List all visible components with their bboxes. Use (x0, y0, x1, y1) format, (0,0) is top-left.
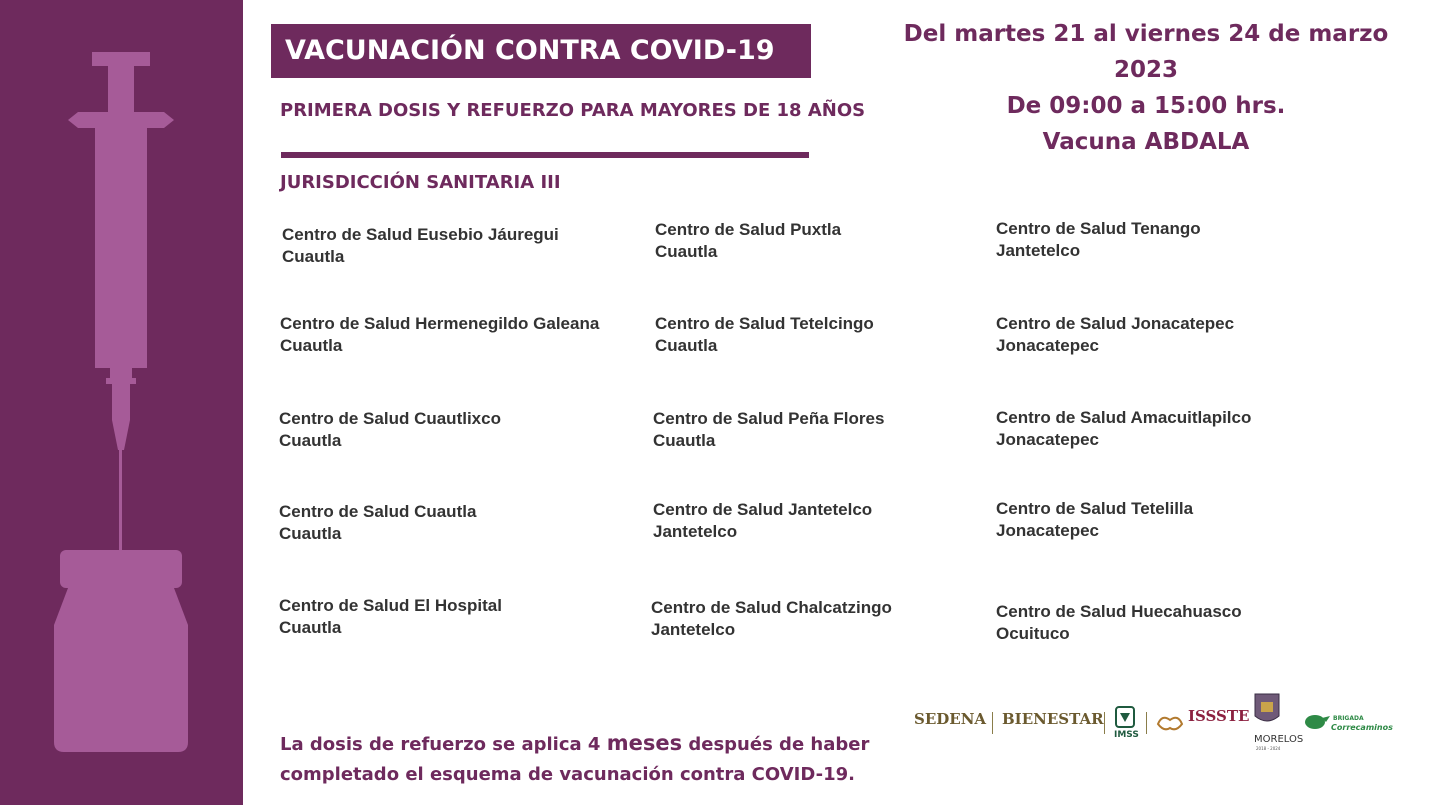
health-center-name: Centro de Salud Puxtla (655, 220, 842, 239)
issste-logo: ISSSTE (1188, 707, 1250, 725)
health-center-entry (996, 498, 1193, 542)
logo-separator (1146, 712, 1147, 734)
brigada-label: BRIGADA (1333, 715, 1364, 722)
title-divider (281, 152, 809, 158)
health-center-name: Centro de Salud El Hospital (279, 596, 502, 615)
health-center-name: Centro de Salud Jonacatepec (996, 314, 1235, 333)
logo-separator (1104, 712, 1105, 734)
health-center-town: Jantetelco (996, 241, 1081, 260)
health-center-town: Cuautla (279, 431, 342, 450)
health-center-entry (653, 408, 884, 452)
health-center-town: Jantetelco (653, 522, 738, 541)
health-center-entry (996, 218, 1201, 262)
health-center-name: Centro de Salud Cuautlixco (279, 409, 501, 428)
sidebar-panel (0, 0, 243, 805)
health-center-name: Centro de Salud Amacuitlapilco (996, 408, 1252, 427)
health-center-town: Jantetelco (651, 620, 736, 639)
booster-note-text: después de haber (682, 734, 870, 755)
health-center-entry (282, 224, 559, 268)
health-center-town: Cuautla (655, 242, 718, 261)
health-center-name: Centro de Salud Jantetelco (653, 500, 873, 519)
schedule-hours: De 09:00 a 15:00 hrs. (1006, 93, 1286, 119)
subtitle: PRIMERA DOSIS Y REFUERZO PARA MAYORES DE 18 AÑOS (280, 100, 866, 121)
health-center-entry (280, 313, 599, 357)
schedule-block (872, 16, 1420, 160)
sedena-logo: SEDENA (914, 710, 987, 728)
booster-note-text: La dosis de refuerzo se aplica 4 (280, 734, 607, 755)
health-center-name: Centro de Salud Tenango (996, 219, 1201, 238)
issste-hands-icon (1156, 710, 1184, 734)
morelos-logo: MORELOS (1254, 734, 1304, 745)
vaccine-name: Vacuna ABDALA (1042, 129, 1250, 155)
institution-logos (910, 690, 1393, 751)
health-center-name: Centro de Salud Hermenegildo Galeana (280, 314, 600, 333)
health-center-name: Centro de Salud Tetelilla (996, 499, 1194, 518)
health-center-entry (279, 408, 501, 452)
booster-note-emphasis: meses (606, 731, 683, 755)
schedule-dates: Del martes 21 al viernes 24 de marzo 2023 (903, 21, 1389, 83)
correcaminos-logo: Correcaminos (1331, 723, 1393, 732)
booster-note-line-2: completado el esquema de vacunación contra COVID-19. (280, 764, 855, 785)
health-center-town: Jonacatepec (996, 430, 1099, 449)
health-center-entry (655, 313, 874, 357)
health-center-town: Jonacatepec (996, 521, 1099, 540)
health-center-entry (996, 407, 1251, 451)
health-center-entry (279, 501, 476, 545)
imss-eagle-icon (1115, 706, 1135, 728)
health-center-town: Cuautla (655, 336, 718, 355)
health-center-entry (651, 597, 892, 641)
health-center-entry (996, 313, 1234, 357)
brigada-runner-icon (1304, 713, 1330, 731)
health-center-name: Centro de Salud Chalcatzingo (651, 598, 892, 617)
health-center-name: Centro de Salud Huecahuasco (996, 602, 1242, 621)
morelos-years: 2018 - 2024 (1256, 746, 1281, 751)
health-center-entry (655, 219, 841, 263)
health-center-entry (279, 595, 502, 639)
health-center-name: Centro de Salud Peña Flores (653, 409, 885, 428)
page-title: VACUNACIÓN CONTRA COVID-19 (271, 24, 811, 78)
syringe-vial-illustration (0, 0, 243, 805)
health-center-entry (996, 601, 1242, 645)
health-center-name: Centro de Salud Eusebio Jáuregui (282, 225, 559, 244)
health-center-town: Cuautla (280, 336, 343, 355)
health-center-name: Centro de Salud Cuautla (279, 502, 477, 521)
health-center-town: Cuautla (279, 618, 342, 637)
jurisdiction-heading: JURISDICCIÓN SANITARIA III (280, 172, 561, 193)
bienestar-logo: BIENESTAR (1002, 710, 1104, 728)
health-center-name: Centro de Salud Tetelcingo (655, 314, 874, 333)
booster-note (280, 728, 869, 790)
health-center-town: Cuautla (653, 431, 716, 450)
health-center-entry (653, 499, 872, 543)
logo-separator (992, 712, 993, 734)
booster-note-line-1 (280, 728, 869, 760)
health-center-town: Cuautla (279, 524, 342, 543)
health-center-town: Ocuituco (996, 624, 1070, 643)
health-center-town: Jonacatepec (996, 336, 1099, 355)
morelos-shield-icon (1253, 692, 1281, 726)
imss-logo: IMSS (1114, 730, 1139, 740)
health-center-town: Cuautla (282, 247, 345, 266)
